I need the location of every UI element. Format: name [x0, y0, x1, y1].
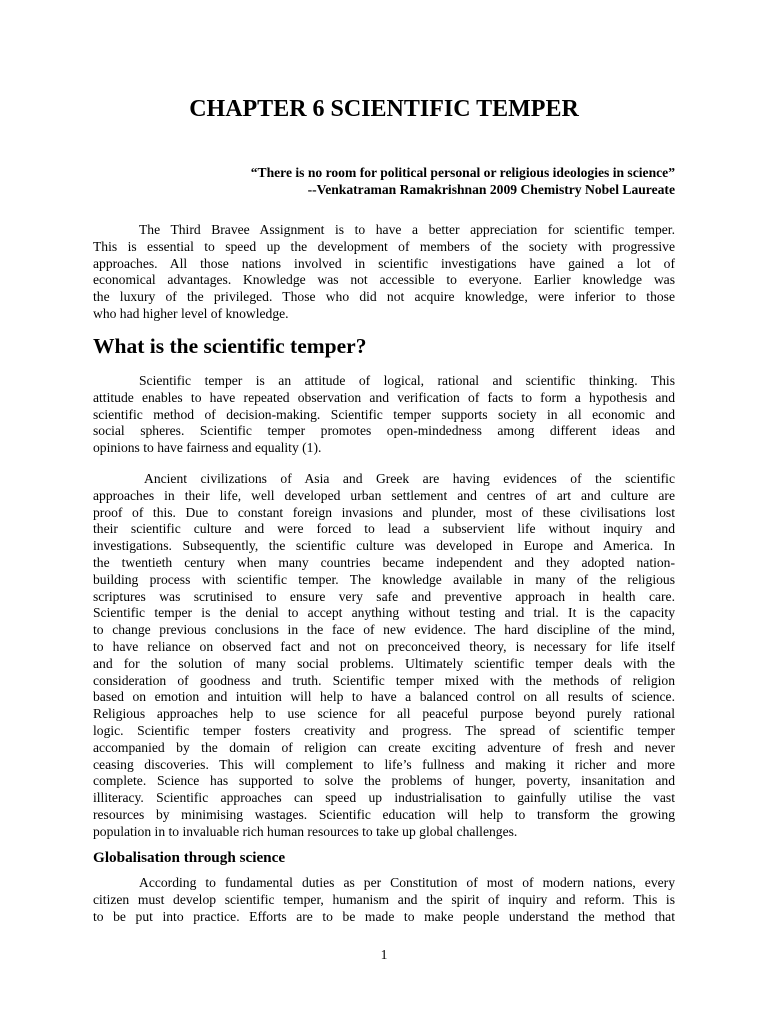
paragraph-line: economical advantages. Knowledge was not accessible to everyone. Earlier knowledge was	[93, 272, 675, 288]
paragraph-line: investigations. Subsequently, the scientific culture was developed in Europe and America. In	[93, 538, 675, 554]
paragraph-line: who had higher level of knowledge.	[93, 305, 289, 321]
paragraph-line: Religious approaches help to use science for all peaceful purpose beyond purely rational	[93, 706, 675, 722]
paragraph-line: logic. Scientific temper fosters creativity and progress. The spread of scientific temper	[93, 722, 675, 738]
paragraph-line: consideration of goodness and truth. Scientific temper mixed with the methods of religion	[93, 672, 675, 688]
paragraph-line: approaches in their life, well developed urban settlement and centres of art and culture are	[93, 487, 675, 503]
paragraph-line: complete. Science has supported to solve the problems of hunger, poverty, insanitation and	[93, 773, 675, 789]
paragraph-line: According to fundamental duties as per Constitution of most of modern nations, every	[139, 875, 675, 890]
paragraph-line: building process with scientific temper. The knowledge available in many of the religious	[93, 571, 675, 587]
section-heading-globalisation: Globalisation through science	[93, 849, 286, 866]
intro-paragraph	[93, 222, 675, 323]
paragraph-line: approaches. All those nations involved in scientific investigations have gained a lot of	[93, 255, 675, 271]
paragraph-line: the luxury of the privileged. Those who did not acquire knowledge, were inferior to those	[93, 289, 675, 305]
paragraph-line: proof of this. Due to constant foreign invasions and plunder, most of these civilisations lost	[93, 504, 675, 520]
epigraph-quote: “There is no room for political personal or religious ideologies in science”	[250, 165, 675, 180]
paragraph-line: their scientific culture and were forced to lead a subservient life without inquiry and	[93, 521, 675, 537]
paragraph-line: Ancient civilizations of Asia and Greek are having evidences of the scientific	[144, 471, 675, 486]
epigraph-attribution: --Venkatraman Ramakrishnan 2009 Chemistry Nobel Laureate	[307, 182, 675, 197]
paragraph-line: and for the solution of many social problems. Ultimately scientific temper deals with the	[93, 655, 675, 671]
paragraph-line: attitude enables to have repeated observation and verification of facts to form a hypothesis and	[93, 389, 675, 405]
paragraph-line: Scientific temper is the denial to accept anything without testing and trial. It is the capacity	[93, 605, 675, 621]
section-heading-scientific-temper: What is the scientific temper?	[93, 334, 367, 358]
chapter-title: CHAPTER 6 SCIENTIFIC TEMPER	[189, 96, 579, 122]
paragraph-line: to be put into practice. Efforts are to be made to make people understand the method that	[93, 908, 675, 924]
paragraph-line: Scientific temper is an attitude of logical, rational and scientific thinking. This	[139, 373, 675, 388]
paragraph-line: resources by minimising wastages. Scientific education will help to transform the growing	[93, 806, 675, 822]
paragraph-line: social spheres. Scientific temper promotes open-mindedness among different ideas and	[93, 423, 675, 439]
paragraph-line: based on emotion and intuition will help to have a balanced control on all results of science.	[93, 689, 675, 705]
paragraph-line: The Third Bravee Assignment is to have a better appreciation for scientific temper.	[139, 222, 675, 237]
paragraph-line: the twentieth century when many countries became independent and they adopted nation-	[93, 554, 675, 570]
paragraph-line: to change previous conclusions in the face of new evidence. The hard discipline of the mind,	[93, 622, 675, 638]
paragraph-line: opinions to have fairness and equality (1).	[93, 440, 322, 456]
section2-paragraph-1	[93, 875, 675, 925]
paragraph-line: illiteracy. Scientific approaches can speed up industrialisation to gainfully utilise the vast	[93, 790, 675, 806]
section1-paragraph-2	[93, 471, 675, 841]
paragraph-line: scriptures was scrutinised to ensure very safe and preventive approach in health care.	[93, 588, 675, 604]
paragraph-line: ceasing discoveries. This will complement to life’s fullness and making it richer and more	[93, 756, 675, 772]
paragraph-line: citizen must develop scientific temper, humanism and the spirit of inquiry and reform. This is	[93, 891, 675, 907]
paragraph-line: population in to invaluable rich human resources to take up global challenges.	[93, 823, 518, 839]
section1-paragraph-1	[93, 373, 675, 457]
paragraph-line: This is essential to speed up the development of members of the society with progressive	[93, 238, 675, 254]
paragraph-line: scientific method of decision-making. Scientific temper supports society in all economic and	[93, 406, 675, 422]
paragraph-line: accompanied by the domain of religion can create exciting adventure of fresh and never	[93, 739, 675, 755]
paragraph-line: to have reliance on observed fact and not on preconceived theory, is necessary for life itself	[93, 638, 675, 654]
page-number: 1	[380, 947, 388, 962]
epigraph	[93, 164, 675, 198]
